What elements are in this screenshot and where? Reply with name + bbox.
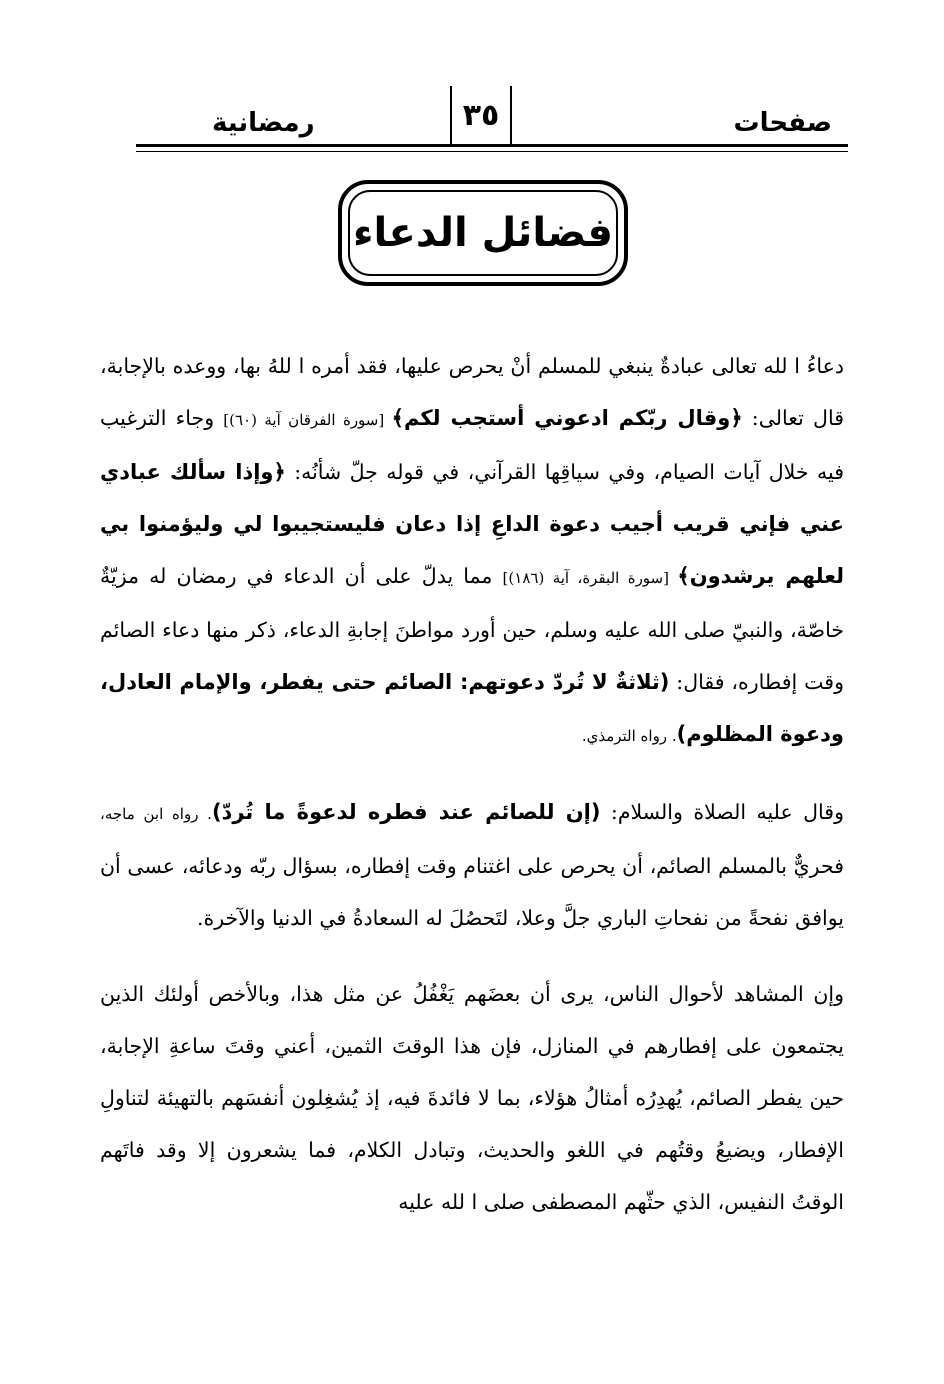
quran-verse-1: ﴿وقال ربّكم ادعوني أستجب لكم﴾ xyxy=(391,406,743,430)
p1-text-2: وجاء الترغيب فيه خلال آيات الصيام، وفي سياقِها القرآني، في قوله جلّ شأنُه: xyxy=(100,406,844,484)
hadith-2: (إن للصائم عند فطره لدعوةً ما تُردّ) xyxy=(211,800,601,824)
quran-verse-2: ﴿وإذا سألك عبادي عني فإني قريب أجيب دعوة الداعِ إذا دعان فليستجيبوا لي وليؤمنوا بي لعلهم يرشدون﴾ xyxy=(100,460,844,588)
citation-1: [سورة الفرقان آية (٦٠)] xyxy=(223,411,392,429)
citation-2: [سورة البقرة، آية (١٨٦)] xyxy=(502,569,678,587)
citation-3: . رواه الترمذي. xyxy=(581,727,677,745)
p2-text-1: وقال عليه الصلاة والسلام: xyxy=(600,800,844,824)
chapter-title: فضائل الدعاء xyxy=(348,190,618,276)
body-text xyxy=(100,340,844,1228)
hadith-1: (ثلاثةٌ لا تُردّ دعوتهم: الصائم حتى يفطر، والإمام العادل، ودعوة المظلوم) xyxy=(100,670,844,746)
running-header-right: صفحات xyxy=(733,108,832,138)
p1-text-1: دعاءُ ا لله تعالى عبادةٌ ينبغي للمسلم أنْ يحرص عليها، فقد أمره ا للهُ بها، ووعده بالإجابة، قال تعالى: xyxy=(100,354,844,430)
paragraph-2 xyxy=(100,786,844,944)
paragraph-1 xyxy=(100,340,844,762)
running-header-left: رمضانية xyxy=(212,108,315,138)
paragraph-3 xyxy=(100,968,844,1228)
header-rule-thin xyxy=(136,151,848,152)
p3-text-1: وإن المشاهد لأحوال الناس، يرى أن بعضَهم يَغْفُلُ عن مثل هذا، وبالأخص أولئك الذين يجتمعون على إفطارهم في المنازل، فإن هذا الوقتَ الثمين، أعني وقتَ ساعةِ الإجابة، حين يفطر الصائم، يُهدِرُه أمثالُ هؤلاء، بما لا فائدةَ فيه، إذ يُشغِلون أنفسَهم بالتهيئة لتناولِ الإفطار، ويضيعُ وقتُهم في اللغو والحديث، وتبادل الكلام، فما يشعرون إلا وقد فاتَهم الوقتُ النفيس، الذي حثّهم المصطفى صلى ا لله عليه xyxy=(100,982,844,1214)
citation-4: . رواه ابن ماجه، xyxy=(100,805,212,823)
p1-text-3: مما يدلّ على أن الدعاء في رمضان له مزيّةٌ خاصّة، والنبيّ صلى الله عليه وسلم، حين أورد مواطنَ إجابةِ الدعاء، ذكر منها دعاء الصائم وقت إفطاره، فقال: xyxy=(100,564,844,694)
p2-text-2: فحريٌّ بالمسلم الصائم، أن يحرص على اغتنام وقت إفطاره، بسؤال ربّه ودعائه، عسى أن يوافق نفحةً من نفحاتِ الباري جلَّ وعلا، لتَحصُلَ له السعادةُ في الدنيا والآخرة. xyxy=(100,854,844,930)
page-number: ٣٥ xyxy=(450,86,512,146)
